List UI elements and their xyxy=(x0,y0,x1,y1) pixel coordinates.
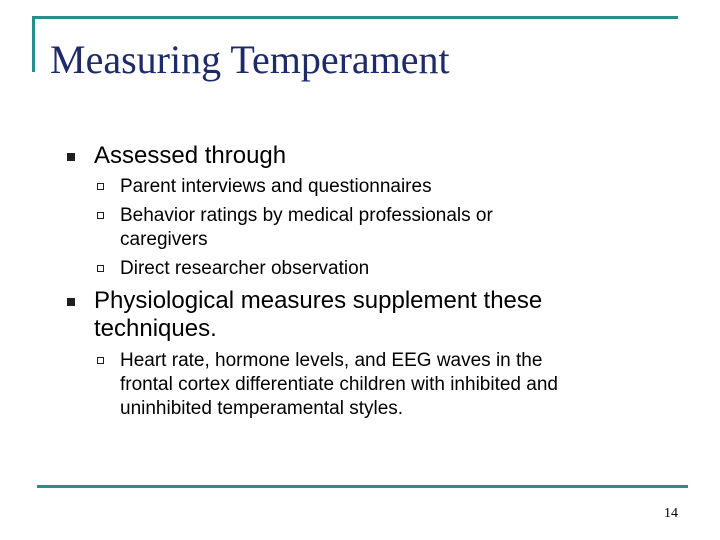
bullet-text-line: Assessed through xyxy=(94,142,287,169)
top-border-line xyxy=(32,16,678,19)
square-bullet-icon xyxy=(67,153,75,161)
hollow-square-bullet-icon xyxy=(97,183,104,190)
left-border-line xyxy=(32,16,35,72)
sub-bullet-text-line: Behavior ratings by medical professionals or xyxy=(120,205,493,226)
footer-divider-line xyxy=(37,485,688,488)
sub-bullet-text-line: Parent interviews and questionnaires xyxy=(120,176,432,197)
square-bullet-icon xyxy=(67,298,75,306)
page-number: 14 xyxy=(664,506,678,521)
sub-bullet-text-line: caregivers xyxy=(120,229,208,250)
sub-bullet-text-line: frontal cortex differentiate children with inhibited and xyxy=(120,374,558,395)
sub-bullet-text-line: Direct researcher observation xyxy=(120,258,370,279)
bullet-text-line: Physiological measures supplement these xyxy=(94,287,543,314)
hollow-square-bullet-icon xyxy=(97,357,104,364)
bullet-text-line: techniques. xyxy=(94,315,217,342)
hollow-square-bullet-icon xyxy=(97,212,104,219)
sub-bullet-text-line: Heart rate, hormone levels, and EEG waves in the xyxy=(120,350,543,371)
slide-title: Measuring Temperament xyxy=(50,37,450,82)
hollow-square-bullet-icon xyxy=(97,265,104,272)
sub-bullet-text-line: uninhibited temperamental styles. xyxy=(120,398,404,419)
